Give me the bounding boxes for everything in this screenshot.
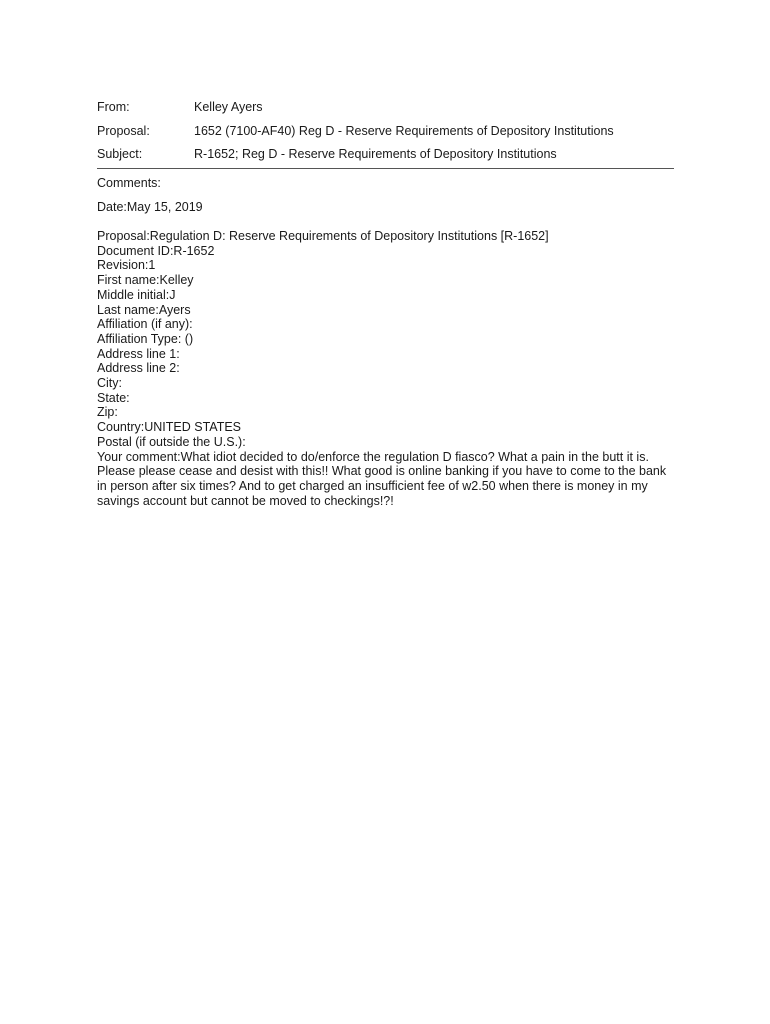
- proposal-value: 1652 (7100-AF40) Reg D - Reserve Requirements of Depository Institutions: [194, 124, 614, 138]
- field-address-line-2: Address line 2:: [97, 361, 180, 376]
- from-value: Kelley Ayers: [194, 100, 263, 114]
- field-address-line-1: Address line 1:: [97, 346, 180, 361]
- from-label: From:: [97, 100, 130, 114]
- subject-row: [97, 147, 674, 162]
- header-divider: [97, 168, 674, 169]
- field-postal: Postal (if outside the U.S.):: [97, 434, 246, 449]
- field-first-name: First name:Kelley: [97, 273, 194, 288]
- proposal-row: [97, 124, 674, 147]
- field-proposal: Proposal:Regulation D: Reserve Requirements of Depository Institutions [R-1652]: [97, 229, 549, 243]
- field-last-name: Last name:Ayers: [97, 302, 191, 317]
- date-line: Date:May 15, 2019: [97, 200, 203, 214]
- comment-fields: [97, 229, 677, 508]
- field-state: State:: [97, 390, 130, 405]
- message-header: [97, 100, 674, 162]
- field-document-id: Document ID:R-1652: [97, 243, 215, 258]
- comments-label: Comments:: [97, 176, 161, 190]
- field-affiliation-type: Affiliation Type: (): [97, 331, 194, 346]
- field-country: Country:UNITED STATES: [97, 420, 242, 435]
- from-row: [97, 100, 674, 124]
- subject-label: Subject:: [97, 147, 143, 161]
- field-your-comment: Your comment:What idiot decided to do/enforce the regulation D fiasco? What a pain in the butt it is. Please please cease and desist with this!! What good is online banking if you have to come to the bank in person after six times? And to get charged an insufficient fee of w2.50 when there is money in my savings account but cannot be moved to checkings!?!: [97, 449, 667, 508]
- proposal-label: Proposal:: [97, 124, 150, 138]
- field-affiliation: Affiliation (if any):: [97, 317, 193, 332]
- field-revision: Revision:1: [97, 258, 156, 273]
- field-zip: Zip:: [97, 405, 118, 420]
- subject-value: R-1652; Reg D - Reserve Requirements of Depository Institutions: [194, 147, 557, 161]
- field-middle-initial: Middle initial:J: [97, 287, 176, 302]
- field-city: City:: [97, 376, 122, 391]
